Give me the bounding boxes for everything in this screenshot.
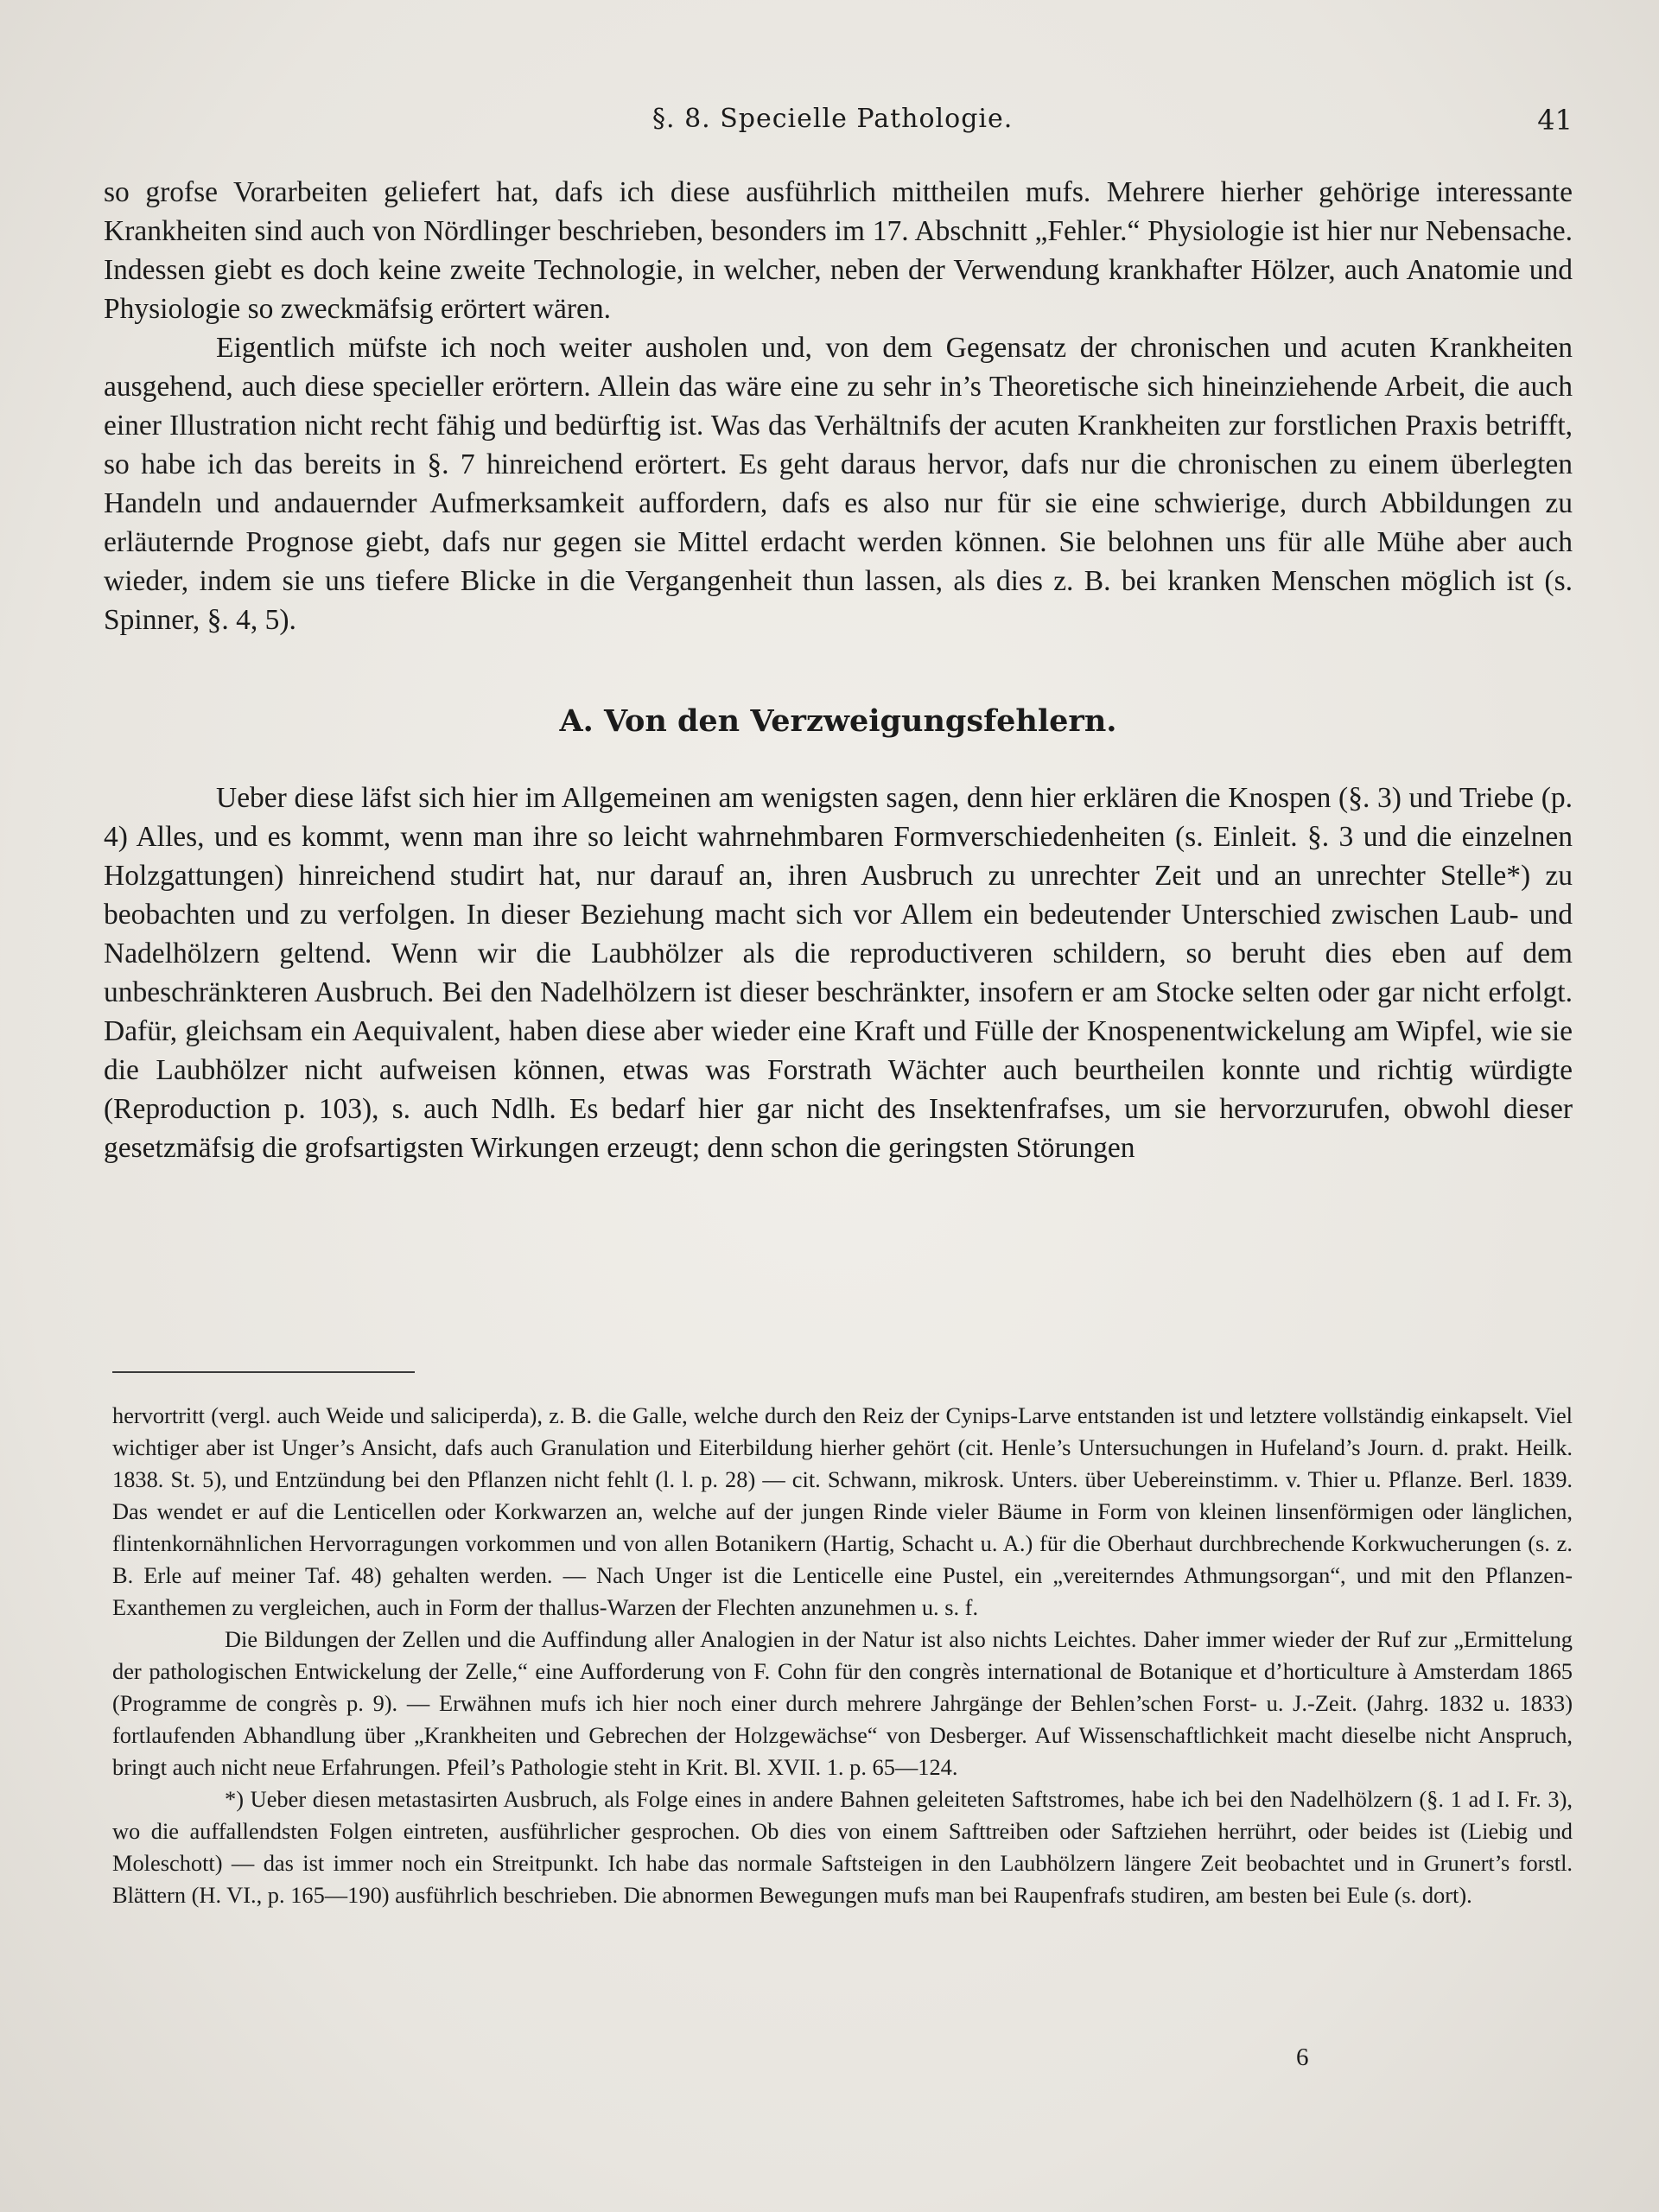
footnote-rule [112, 1371, 415, 1373]
footnote: hervortritt (vergl. auch Weide und saliciperda), z. B. die Galle, welche durch den Reiz der Cynips-Larve entstanden ist und letztere vollständig einkapselt. Viel wichtiger aber ist Unger’s Ansicht, dafs auch Granulation und Eiterbildung hierher gehört (cit. Henle’s Untersuchungen in Hufeland’s Journ. d. prakt. Heilk. 1838. St. 5), und Entzündung bei den Pflanzen nicht fehlt (l. l. p. 28) — cit. Schwann, mikrosk. Unters. über Uebereinstimm. v. Thier u. Pflanze. Berl. 1839. Das wendet er auf die Lenticellen oder Korkwarzen an, welche auf der jungen Rinde vieler Bäume in Form von kleinen linsenförmigen oder länglichen, flintenkornähnlichen Hervorragungen vorkommen und von allen Botanikern (Hartig, Schacht u. A.) für die Oberhaut durchbrechende Korkwucherungen (s. z. B. Erle auf meiner Taf. 48) gehalten werden. — Nach Unger ist die Lenticelle eine Pustel, ein „vereiterndes Athmungsorgan“, und mit den Pflanzen-Exanthemen zu vergleichen, auch in Form der thallus-Warzen der Flechten anzunehmen u. s. f. [112, 1402, 1573, 1620]
paragraph: so grofse Vorarbeiten geliefert hat, dafs ich diese ausführlich mittheilen mufs. Mehrere hierher gehörige interessante Krankheiten sind auch von Nördlinger beschrieben, besonders im 17. Abschnitt „Fehler.“ Physiologie ist hier nur Nebensache. Indessen giebt es doch keine zweite Technologie, in welcher, neben der Verwendung krankhafter Hölzer, auch Anatomie und Physiologie so zweckmäfsig erörtert wären. [104, 176, 1573, 325]
section-heading: A. Von den Verzweigungsfehlern. [559, 703, 1117, 739]
footnotes [112, 1400, 1573, 1911]
paragraph: Eigentlich müfste ich noch weiter ausholen und, von dem Gegensatz der chronischen und acuten Krankheiten ausgehend, auch diese specieller erörtern. Allein das wäre eine zu sehr in’s Theoretische sich hineinziehende Arbeit, die auch einer Illustration nicht recht fähig und bedürftig ist. Was das Verhältnifs der acuten Krankheiten zur forstlichen Praxis betrifft, so habe ich das bereits in §. 7 hinreichend erörtert. Es geht daraus hervor, dafs nur die chronischen zu einem überlegten Handeln und andauernder Aufmerksamkeit auffordern, dafs es also nur für sie eine schwierige, durch Abbildungen zu erläuternde Prognose giebt, dafs nur gegen sie Mittel erdacht werden können. Sie belohnen uns für alle Mühe aber auch wieder, indem sie uns tiefere Blicke in die Vergangenheit thun lassen, als dies z. B. bei kranken Menschen möglich ist (s. Spinner, §. 4, 5). [104, 332, 1573, 636]
footnote: *) Ueber diesen metastasirten Ausbruch, als Folge eines in andere Bahnen geleiteten Saftstromes, habe ich bei den Nadelhölzern (§. 1 ad I. Fr. 3), wo die auffallendsten Folgen eintreten, ausführlicher gesprochen. Ob dies von einem Safttreiben oder Saftziehen herrührt, oder beides ist (Liebig und Moleschott) — das ist immer noch ein Streitpunkt. Ich habe das normale Saftsteigen in den Laubhölzern längere Zeit beobachtet und in Grunert’s forstl. Blättern (H. VI., p. 165—190) ausführlich beschrieben. Die abnormen Bewegungen mufs man bei Raupenfrafs studiren, am besten bei Eule (s. dort). [112, 1786, 1573, 1908]
signature-mark: 6 [1296, 2044, 1309, 2071]
paragraph: Ueber diese läfst sich hier im Allgemeinen am wenigsten sagen, denn hier erklären die Knospen (§. 3) und Triebe (p. 4) Alles, und es kommt, wenn man ihre so leicht wahrnehmbaren Formverschiedenheiten (s. Einleit. §. 3 und die einzelnen Holzgattungen) hinreichend studirt hat, nur darauf an, ihren Ausbruch zu unrechter Zeit und an unrechter Stelle*) zu beobachten und zu verfolgen. In dieser Beziehung macht sich vor Allem ein bedeutender Unterschied zwischen Laub- und Nadelhölzern geltend. Wenn wir die Laubhölzer als die reproductiveren schildern, so beruht dies eben auf dem unbeschränkteren Ausbruch. Bei den Nadelhölzern ist dieser beschränkter, insofern er am Stocke selten oder gar nicht erfolgt. Dafür, gleichsam ein Aequivalent, haben diese aber wieder eine Kraft und Fülle der Knospenentwickelung am Wipfel, wie sie die Laubhölzer nicht aufweisen können, etwas was Forstrath Wächter auch beurtheilen konnte und richtig würdigte (Reproduction p. 103), s. auch Ndlh. Es bedarf hier gar nicht des Insektenfrafses, um sie hervorzurufen, obwohl dieser gesetzmäfsig die grofsartigsten Wirkungen erzeugt; denn schon die geringsten Störungen [104, 782, 1573, 1164]
page-number: 41 [1537, 104, 1573, 137]
footnote: Die Bildungen der Zellen und die Auffindung aller Analogien in der Natur ist also nichts Leichtes. Daher immer wieder der Ruf zur „Ermittelung der pathologischen Entwickelung der Zelle,“ eine Aufforderung von F. Cohn für den congrès international de Botanique et d’horticulture à Amsterdam 1865 (Programme de congrès p. 9). — Erwähnen mufs ich hier noch einer durch mehrere Jahrgänge der Behlen’schen Forst- u. J.-Zeit. (Jahrg. 1832 u. 1833) fortlaufenden Abhandlung über „Krankheiten und Gebrechen der Holzgewächse“ von Desberger. Auf Wissenschaftlichkeit macht dieselbe nicht Anspruch, bringt auch nicht neue Erfahrungen. Pfeil’s Pathologie steht in Krit. Bl. XVII. 1. p. 65—124. [112, 1626, 1573, 1780]
main-text [104, 173, 1573, 1167]
running-head: §. 8. Specielle Pathologie. [652, 104, 1014, 134]
page-header [0, 104, 1659, 147]
